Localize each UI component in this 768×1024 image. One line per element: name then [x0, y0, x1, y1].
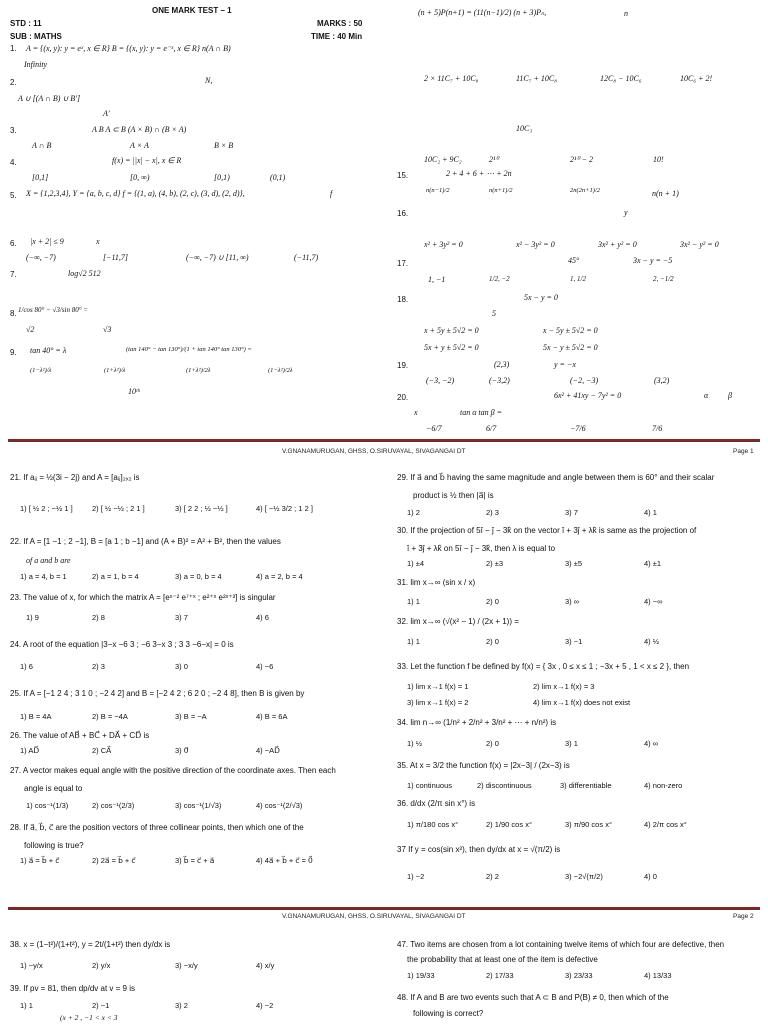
q47-o3: 3) 23/33 — [565, 971, 593, 980]
q25-o1: 1) B = 4A — [20, 712, 52, 721]
q29-o2: 2) 3 — [486, 508, 499, 517]
q19-o3: (−2, −3) — [570, 376, 599, 385]
q47-o4: 4) 13/33 — [644, 971, 672, 980]
q4-num: 4. — [10, 158, 17, 167]
q30-text: 30. If the projection of 5î − ĵ − 3k̂ on the vector î + 3ĵ + λk̂ is same as the projection of — [397, 526, 697, 535]
q39-o2: 2) −1 — [92, 1001, 110, 1010]
q2-text: A ∪ [(A ∩ B) ∪ B′] — [18, 94, 81, 103]
q26-o1: 1) AD⃗ — [20, 746, 40, 755]
q34-o3: 3) 1 — [565, 739, 578, 748]
q47-text2: the probability that at least one of the item is defective — [407, 955, 598, 964]
q17-o2: 1/2, −2 — [489, 275, 510, 283]
time-label: TIME : 40 Min — [311, 32, 363, 41]
page1-footer-rule — [8, 439, 760, 442]
q34-o4: 4) ∞ — [644, 739, 659, 748]
q18-o3: 5x + y ± 5√2 = 0 — [424, 343, 479, 352]
q1-ans: Infinity — [24, 60, 48, 69]
q20-beta: β — [728, 391, 732, 400]
q9-o3: (1+λ²)/2λ — [186, 367, 211, 374]
q1-num: 1. — [10, 44, 17, 53]
q28-o4: 4) 4a⃗ + b⃗ + c⃗ = 0⃗ — [256, 856, 313, 865]
q33-o2: 2) lim x→1 f(x) = 3 — [533, 682, 595, 691]
q22-text2: of a and b are — [26, 556, 71, 565]
q16-num: 16. — [397, 209, 409, 218]
q35-o2: 2) discontinuous — [477, 781, 532, 790]
q28-o3: 3) b⃗ = c⃗ + a⃗ — [175, 856, 215, 865]
q13-o1: 10C₂ + 9C₂ — [424, 155, 462, 164]
q23-o3: 3) 7 — [175, 613, 188, 622]
q20-x: x — [414, 408, 418, 417]
q38-o4: 4) x/y — [256, 961, 275, 970]
q20-text: 6x² + 41xy − 7y² = 0 — [554, 391, 622, 400]
q21-o4: 4) [ −½ 3/2 ; 1 2 ] — [256, 504, 313, 513]
q37-o1: 1) −2 — [407, 872, 425, 881]
q13-o4: 10! — [653, 155, 664, 164]
q19-eq: y = −x — [554, 360, 576, 369]
q35-o1: 1) continuous — [407, 781, 453, 790]
q9-o4: (1−λ²)/2λ — [268, 367, 293, 374]
q21-o1: 1) [ ½ 2 ; −½ 1 ] — [20, 504, 73, 513]
q30-text2: î + 3ĵ + λk̂ on 5î − ĵ − 3k̂, then λ is equal to — [407, 544, 556, 553]
q27-o4: 4) cos⁻¹(2/√3) — [256, 801, 303, 810]
q24-o1: 1) 6 — [20, 662, 33, 671]
q12-o4: 10C₆ + 2! — [680, 74, 713, 83]
q5-f: f — [330, 189, 333, 198]
q1-text: A = {(x, y): y = eˣ, x ∈ R} B = {(x, y): y = e⁻ˣ, x ∈ R} n(A ∩ B) — [26, 44, 231, 53]
q35-o4: 4) non-zero — [644, 781, 683, 790]
q7-num: 7. — [10, 270, 17, 279]
marks-label: MARKS : 50 — [317, 19, 363, 28]
q6-o1: (−∞, −7) — [26, 253, 56, 262]
q12-o2: 11C₇ + 10C₈ — [516, 74, 558, 83]
q33-o3: 3) lim x→1 f(x) = 2 — [407, 698, 469, 707]
q30-o4: 4) ±1 — [644, 559, 662, 568]
q6-text: |x + 2| ≤ 9 — [30, 237, 64, 246]
page2-footer: V.GNANAMURUGAN, GHSS, O.SIRUVAYAL, SIVAGANGAI DT — [282, 913, 466, 920]
q2-mid: N, — [205, 76, 213, 85]
q13-o2: 2¹⁰ — [489, 155, 499, 164]
q36-o3: 3) π/90 cos x° — [565, 820, 612, 829]
q34-o2: 2) 0 — [486, 739, 499, 748]
q17-o3: 1, 1/2 — [570, 275, 586, 283]
q20-o1: −6/7 — [426, 424, 442, 433]
q37-o3: 3) −2√(π/2) — [565, 872, 603, 881]
q27-text: 27. A vector makes equal angle with the positive direction of the coordinate axes. Then each — [10, 766, 336, 775]
q47-text: 47. Two items are chosen from a lot containing twelve items of which four are defective, then — [397, 940, 725, 949]
q26-o4: 4) −AD⃗ — [256, 746, 280, 755]
q15-text: 2 + 4 + 6 + ⋯ + 2n — [446, 169, 512, 178]
q36-o2: 2) 1/90 cos x° — [486, 820, 532, 829]
page1-number: Page 1 — [733, 448, 754, 455]
q18-o4: 5x − y ± 5√2 = 0 — [543, 343, 598, 352]
q34-text: 34. lim n→∞ (1/n² + 2/n² + 3/n² + ⋯ + n/n²) is — [397, 718, 557, 727]
test-title: ONE MARK TEST – 1 — [152, 6, 232, 15]
q4-o3: [0,1) — [214, 173, 230, 182]
q9-text: tan 40° = λ — [30, 346, 67, 355]
q31-o4: 4) −∞ — [644, 597, 663, 606]
q31-o3: 3) ∞ — [565, 597, 580, 606]
sub-label: SUB : MATHS — [10, 32, 62, 41]
q23-o1: 1) 9 — [26, 613, 39, 622]
page2-number: Page 2 — [733, 913, 754, 920]
q6-x: x — [96, 237, 100, 246]
q29-o1: 1) 2 — [407, 508, 420, 517]
q6-o3: (−∞, −7) ∪ [11, ∞) — [186, 253, 249, 262]
q20-o4: 7/6 — [652, 424, 663, 433]
q32-o2: 2) 0 — [486, 637, 499, 646]
q30-o3: 3) ±5 — [565, 559, 583, 568]
q4-o1: [0,1] — [32, 173, 49, 182]
q22-o1: 1) a = 4, b = 1 — [20, 572, 67, 581]
q27-o3: 3) cos⁻¹(1/√3) — [175, 801, 222, 810]
q20-tt: tan α tan β = — [460, 408, 503, 417]
q38-text: 38. x = (1−t²)/(1+t²), y = 2t/(1+t²) then dy/dx is — [10, 940, 171, 949]
q13-o3: 2¹⁰ − 2 — [570, 155, 594, 164]
q7-text: log√2 512 — [68, 269, 101, 278]
q27-o2: 2) cos⁻¹(2/3) — [92, 801, 135, 810]
q21-text: 21. If aᵢⱼ = ½(3i − 2j) and A = [aᵢⱼ]₂ₓ₂ is — [10, 473, 140, 482]
q15-o3: 2n(2n+1)/2 — [570, 187, 601, 194]
q31-o2: 2) 0 — [486, 597, 499, 606]
q39-o3: 3) 2 — [175, 1001, 188, 1010]
q6-o4: (−11,7) — [294, 253, 319, 262]
q26-text: 26. The value of AB⃗ + BC⃗ + DA⃗ + CD⃗ is — [10, 731, 150, 740]
q27-text2: angle is equal to — [24, 784, 83, 793]
q20-alpha: α — [704, 391, 709, 400]
q3-o3: B × B — [214, 141, 234, 150]
q11-text: (n + 5)P(n+1) = (11(n−1)/2) (n + 3)Pₙ, — [418, 8, 547, 17]
q37-text: 37 If y = cos(sin x²), then dy/dx at x = √(π/2) is — [397, 845, 561, 854]
q3-o1: A ∩ B — [32, 141, 52, 150]
q18-text: 5x − y = 0 — [524, 293, 558, 302]
q12-o1: 2 × 11C₇ + 10C₈ — [424, 74, 479, 83]
q8-num: 8. — [10, 309, 17, 318]
q24-o4: 4) −6 — [256, 662, 274, 671]
q21-o3: 3) [ 2 2 ; ½ −½ ] — [175, 504, 228, 513]
q31-text: 31. lim x→∞ (sin x / x) — [397, 578, 476, 587]
q28-text: 28. If a⃗, b⃗, c⃗ are the position vectors of three collinear points, then which one of the — [10, 823, 304, 832]
q33-o1: 1) lim x→1 f(x) = 1 — [407, 682, 469, 691]
q6-o2: [−11,7] — [103, 253, 129, 262]
q18-o2: x − 5y ± 5√2 = 0 — [543, 326, 598, 335]
q23-o2: 2) 8 — [92, 613, 105, 622]
q24-text: 24. A root of the equation |3−x −6 3 ; −6 3−x 3 ; 3 3 −6−x| = 0 is — [10, 640, 234, 649]
q38-o2: 2) y/x — [92, 961, 111, 970]
q15-o1: n(n−1)/2 — [426, 187, 450, 194]
q9-o2: (1+λ²)/λ — [104, 367, 126, 374]
q17-eq: 3x − y = −5 — [633, 256, 673, 265]
q36-text: 36. d/dx (2/π sin x°) is — [397, 799, 476, 808]
q32-o1: 1) 1 — [407, 637, 420, 646]
q37-o4: 4) 0 — [644, 872, 657, 881]
q28-o2: 2) 2a⃗ = b⃗ + c⃗ — [92, 856, 136, 865]
q48-text: 48. If A and B are two events such that A ⊂ B and P(B) ≠ 0, then which of the — [397, 993, 669, 1002]
q4-o2: [0, ∞) — [130, 173, 150, 182]
q16-o3: 3x² + y² = 0 — [598, 240, 637, 249]
q16-o2: x² − 3y² = 0 — [516, 240, 555, 249]
q26-o2: 2) CA⃗ — [92, 746, 112, 755]
q35-text: 35. At x = 3/2 the function f(x) = |2x−3| / (2x−3) is — [397, 761, 570, 770]
q47-o2: 2) 17/33 — [486, 971, 514, 980]
q16-o1: x² + 3y² = 0 — [424, 240, 463, 249]
q12-o3: 12C₈ − 10C₆ — [600, 74, 642, 83]
q20-num: 20. — [397, 393, 409, 402]
q20-o3: −7/6 — [570, 424, 586, 433]
q6-num: 6. — [10, 239, 17, 248]
q47-o1: 1) 19/33 — [407, 971, 435, 980]
q13-mid: 10C₃ — [516, 124, 533, 133]
q5-num: 5. — [10, 191, 17, 200]
q8-o1: √2 — [26, 325, 35, 334]
q37-o2: 2) 2 — [486, 872, 499, 881]
q29-o3: 3) 7 — [565, 508, 578, 517]
q8-o2: √3 — [103, 325, 112, 334]
q30-o2: 2) ±3 — [486, 559, 504, 568]
q29-o4: 4) 1 — [644, 508, 657, 517]
q48-text2: following is correct? — [413, 1009, 484, 1018]
q16-o4: 3x² − y² = 0 — [680, 240, 719, 249]
q4-text: f(x) = ||x| − x|, x ∈ R — [112, 156, 182, 165]
q15-num: 15. — [397, 171, 409, 180]
q25-text: 25. If A = [−1 2 4 ; 3 1 0 ; −2 4 2] and B = [−2 4 2 ; 6 2 0 ; −2 4 8], then B is given by — [10, 689, 305, 698]
q25-o3: 3) B = −A — [175, 712, 207, 721]
page2-footer-rule — [8, 907, 760, 910]
q8-text: 1/cos 80° − √3/sin 80° = — [18, 306, 89, 314]
q22-o2: 2) a = 1, b = 4 — [92, 572, 139, 581]
q38-o3: 3) −x/y — [175, 961, 198, 970]
q9-expr: (tan 140° − tan 130°)/(1 + tan 140° tan 130°) = — [126, 346, 252, 353]
q34-o1: 1) ½ — [407, 739, 423, 748]
q2-num: 2. — [10, 78, 17, 87]
q15-o2: n(n+1)/2 — [489, 187, 513, 194]
q19-p: (2,3) — [494, 360, 510, 369]
q27-o1: 1) cos⁻¹(1/3) — [26, 801, 69, 810]
q21-o2: 2) [ ½ −½ ; 2 1 ] — [92, 504, 145, 513]
q36-o4: 4) 2/π cos x° — [644, 820, 687, 829]
q9-extra: 10ᵗʰ — [128, 387, 140, 396]
q29-text2: product is ½ then |a⃗| is — [413, 491, 494, 500]
q25-o4: 4) B = 6A — [256, 712, 288, 721]
q40-cut: (x + 2 , −1 < x < 3 — [60, 1013, 118, 1022]
q3-text: A B A ⊂ B (A × B) ∩ (B × A) — [92, 125, 187, 134]
q2-ans: A′ — [103, 109, 110, 118]
q32-text: 32. lim x→∞ (√(x² − 1) / (2x + 1)) = — [397, 617, 519, 626]
q36-o1: 1) π/180 cos x° — [407, 820, 459, 829]
q17-o4: 2, −1/2 — [653, 275, 674, 283]
q4-o4: (0,1) — [270, 173, 286, 182]
q15-o4: n(n + 1) — [652, 189, 679, 198]
q33-o4: 4) lim x→1 f(x) does not exist — [533, 698, 631, 707]
q17-num: 17. — [397, 259, 409, 268]
q28-o1: 1) a⃗ = b⃗ + c⃗ — [20, 856, 60, 865]
q33-text: 33. Let the function f be defined by f(x) = { 3x , 0 ≤ x ≤ 1 ; −3x + 5 , 1 < x ≤ 2 }, then — [397, 662, 690, 671]
q24-o3: 3) 0 — [175, 662, 188, 671]
q20-o2: 6/7 — [486, 424, 497, 433]
q19-o1: (−3, −2) — [426, 376, 455, 385]
q19-num: 19. — [397, 361, 409, 370]
q22-o3: 3) a = 0, b = 4 — [175, 572, 222, 581]
std-label: STD : 11 — [10, 19, 42, 28]
q3-o2: A × A — [130, 141, 149, 150]
q35-o3: 3) differentiable — [560, 781, 612, 790]
q16-y: y — [624, 208, 628, 217]
q5-text: X = {1,2,3,4}, Y = {a, b, c, d} f = {(1, a), (4, b), (2, c), (3, d), (2, d)}, — [26, 189, 245, 198]
q32-o4: 4) ½ — [644, 637, 660, 646]
q39-text: 39. If pv = 81, then dp/dv at v = 9 is — [10, 984, 135, 993]
q31-o1: 1) 1 — [407, 597, 420, 606]
q30-o1: 1) ±4 — [407, 559, 425, 568]
q11-n: n — [624, 9, 628, 18]
q3-num: 3. — [10, 126, 17, 135]
q18-o1: x + 5y ± 5√2 = 0 — [424, 326, 479, 335]
q19-o4: (3,2) — [654, 376, 670, 385]
q24-o2: 2) 3 — [92, 662, 105, 671]
q18-num: 18. — [397, 295, 409, 304]
q23-o4: 4) 6 — [256, 613, 269, 622]
q39-o1: 1) 1 — [20, 1001, 33, 1010]
q25-o2: 2) B = −4A — [92, 712, 128, 721]
q17-mid: 45° — [568, 256, 580, 265]
q22-text: 22. If A = [1 −1 ; 2 −1], B = [a 1 ; b −1] and (A + B)² = A² + B², then the values — [10, 537, 281, 546]
q9-num: 9. — [10, 348, 17, 357]
q39-o4: 4) −2 — [256, 1001, 274, 1010]
q26-o3: 3) 0⃗ — [175, 746, 189, 755]
q23-text: 23. The value of x, for which the matrix A = [eˣ⁻² e⁷⁺ˣ ; e²⁺ˣ e²ˣ⁺³] is singular — [10, 593, 276, 602]
q19-o2: (−3,2) — [489, 376, 510, 385]
q32-o3: 3) −1 — [565, 637, 583, 646]
q22-o4: 4) a = 2, b = 4 — [256, 572, 303, 581]
q9-o1: (1−λ²)/λ — [30, 367, 52, 374]
page1-footer: V.GNANAMURUGAN, GHSS, O.SIRUVAYAL, SIVAGANGAI DT — [282, 448, 466, 455]
q18-five: 5 — [492, 309, 496, 318]
q29-text: 29. If a⃗ and b⃗ having the same magnitude and angle between them is 60° and their scalar — [397, 473, 715, 482]
q17-o1: 1, −1 — [428, 275, 446, 284]
q28-text2: following is true? — [24, 841, 84, 850]
q38-o1: 1) −y/x — [20, 961, 43, 970]
